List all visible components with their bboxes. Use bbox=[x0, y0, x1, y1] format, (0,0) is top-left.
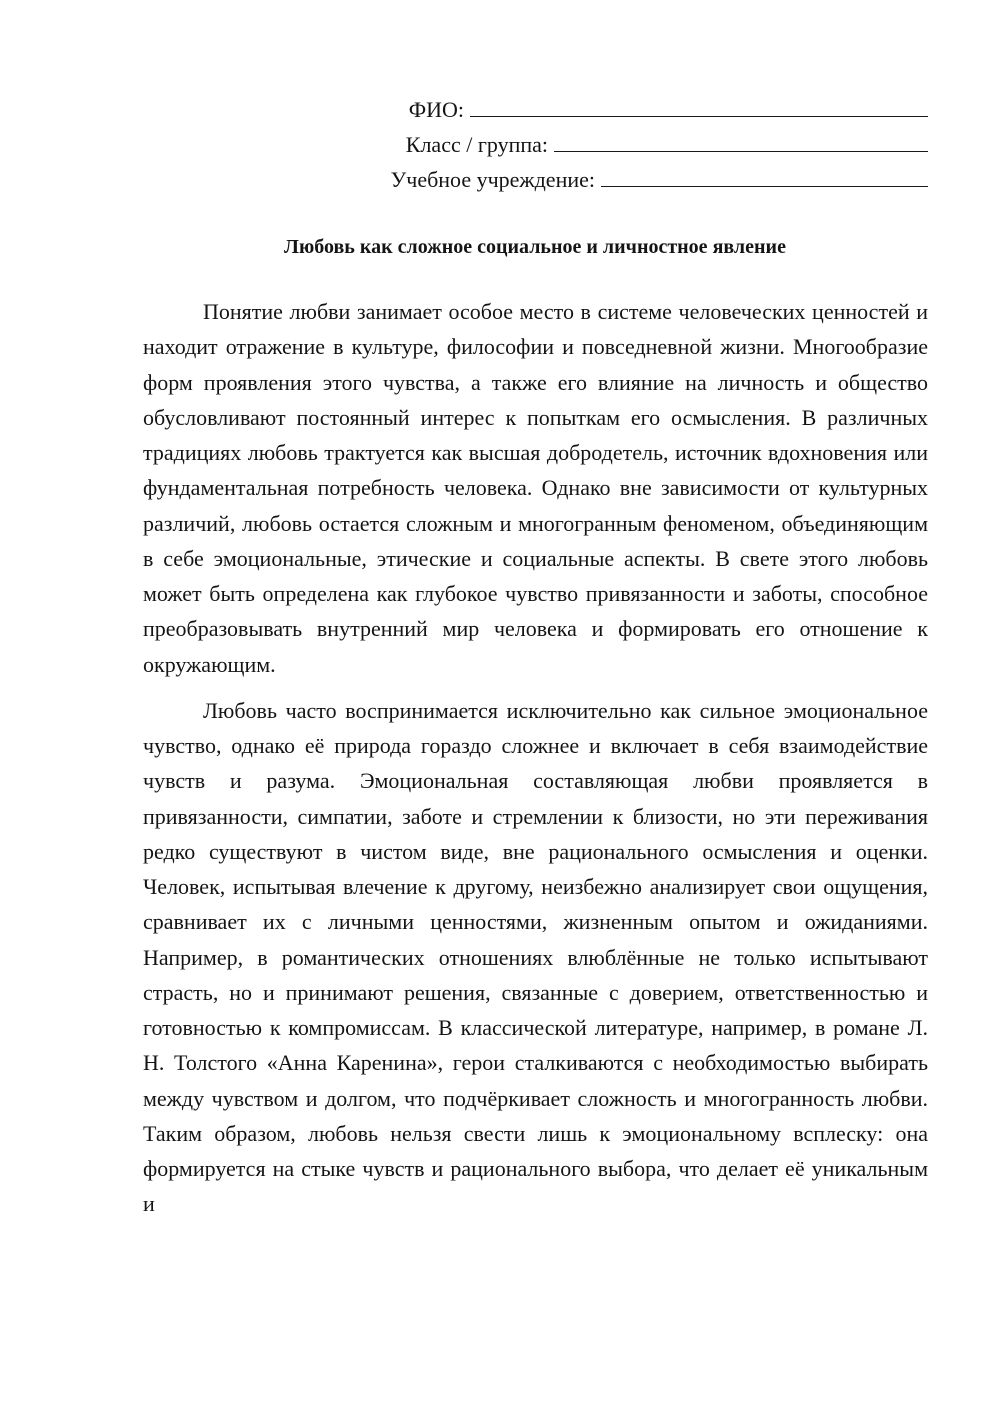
paragraph-1: Понятие любви занимает особое место в системе человеческих ценностей и находит отражение в культуре, философии и повседневной жизни. Многообразие форм проявления этого чувства, а также его влияние на личность и общество обусловливают постоянный интерес к попыткам его осмысления. В различных традициях любовь трактуется как высшая добродетель, источник вдохновения или фундаментальная потребность человека. Однако вне зависимости от культурных различий, любовь остается сложным и многогранным феноменом, объединяющим в себе эмоциональные, этические и социальные аспекты. В свете этого любовь может быть определена как глубокое чувство привязанности и заботы, способное преобразовывать внутренний мир человека и формировать его отношение к окружающим. bbox=[143, 299, 928, 677]
institution-label: Учебное учреждение: bbox=[390, 167, 595, 192]
paragraph-2: Любовь часто воспринимается исключительно как сильное эмоциональное чувство, однако её природа гораздо сложнее и включает в себя взаимодействие чувств и разума. Эмоциональная составляющая любви проявляется в привязанности, симпатии, заботе и стремлении к близости, но эти переживания редко существуют в чистом виде, вне рационального осмысления и оценки. Человек, испытывая влечение к другому, неизбежно анализирует свои ощущения, сравнивает их с личными ценностями, жизненным опытом и ожиданиями. Например, в романтических отношениях влюблённые не только испытывают страсть, но и принимают решения, связанные с доверием, ответственностью и готовностью к компромиссам. В классической литературе, например, в романе Л. Н. Толстого «Анна Каренина», герои сталкиваются с необходимостью выбирать между чувством и долгом, что подчёркивает сложность и многогранность любви. Таким образом, любовь нельзя свести лишь к эмоциональному всплеску: она формируется на стыке чувств и рационального выбора, что делает её уникальным и bbox=[143, 697, 928, 1217]
fio-row bbox=[368, 92, 928, 127]
class-label: Класс / группа: bbox=[405, 132, 548, 157]
institution-field[interactable] bbox=[601, 164, 928, 187]
institution-row bbox=[368, 162, 928, 197]
fio-field[interactable] bbox=[470, 94, 928, 117]
essay-title: Любовь как сложное социальное и личностное явление bbox=[284, 236, 786, 258]
student-info-block bbox=[368, 92, 928, 197]
essay-body bbox=[143, 294, 928, 1222]
fio-label: ФИО: bbox=[408, 97, 464, 122]
class-row bbox=[368, 127, 928, 162]
class-field[interactable] bbox=[554, 129, 928, 152]
